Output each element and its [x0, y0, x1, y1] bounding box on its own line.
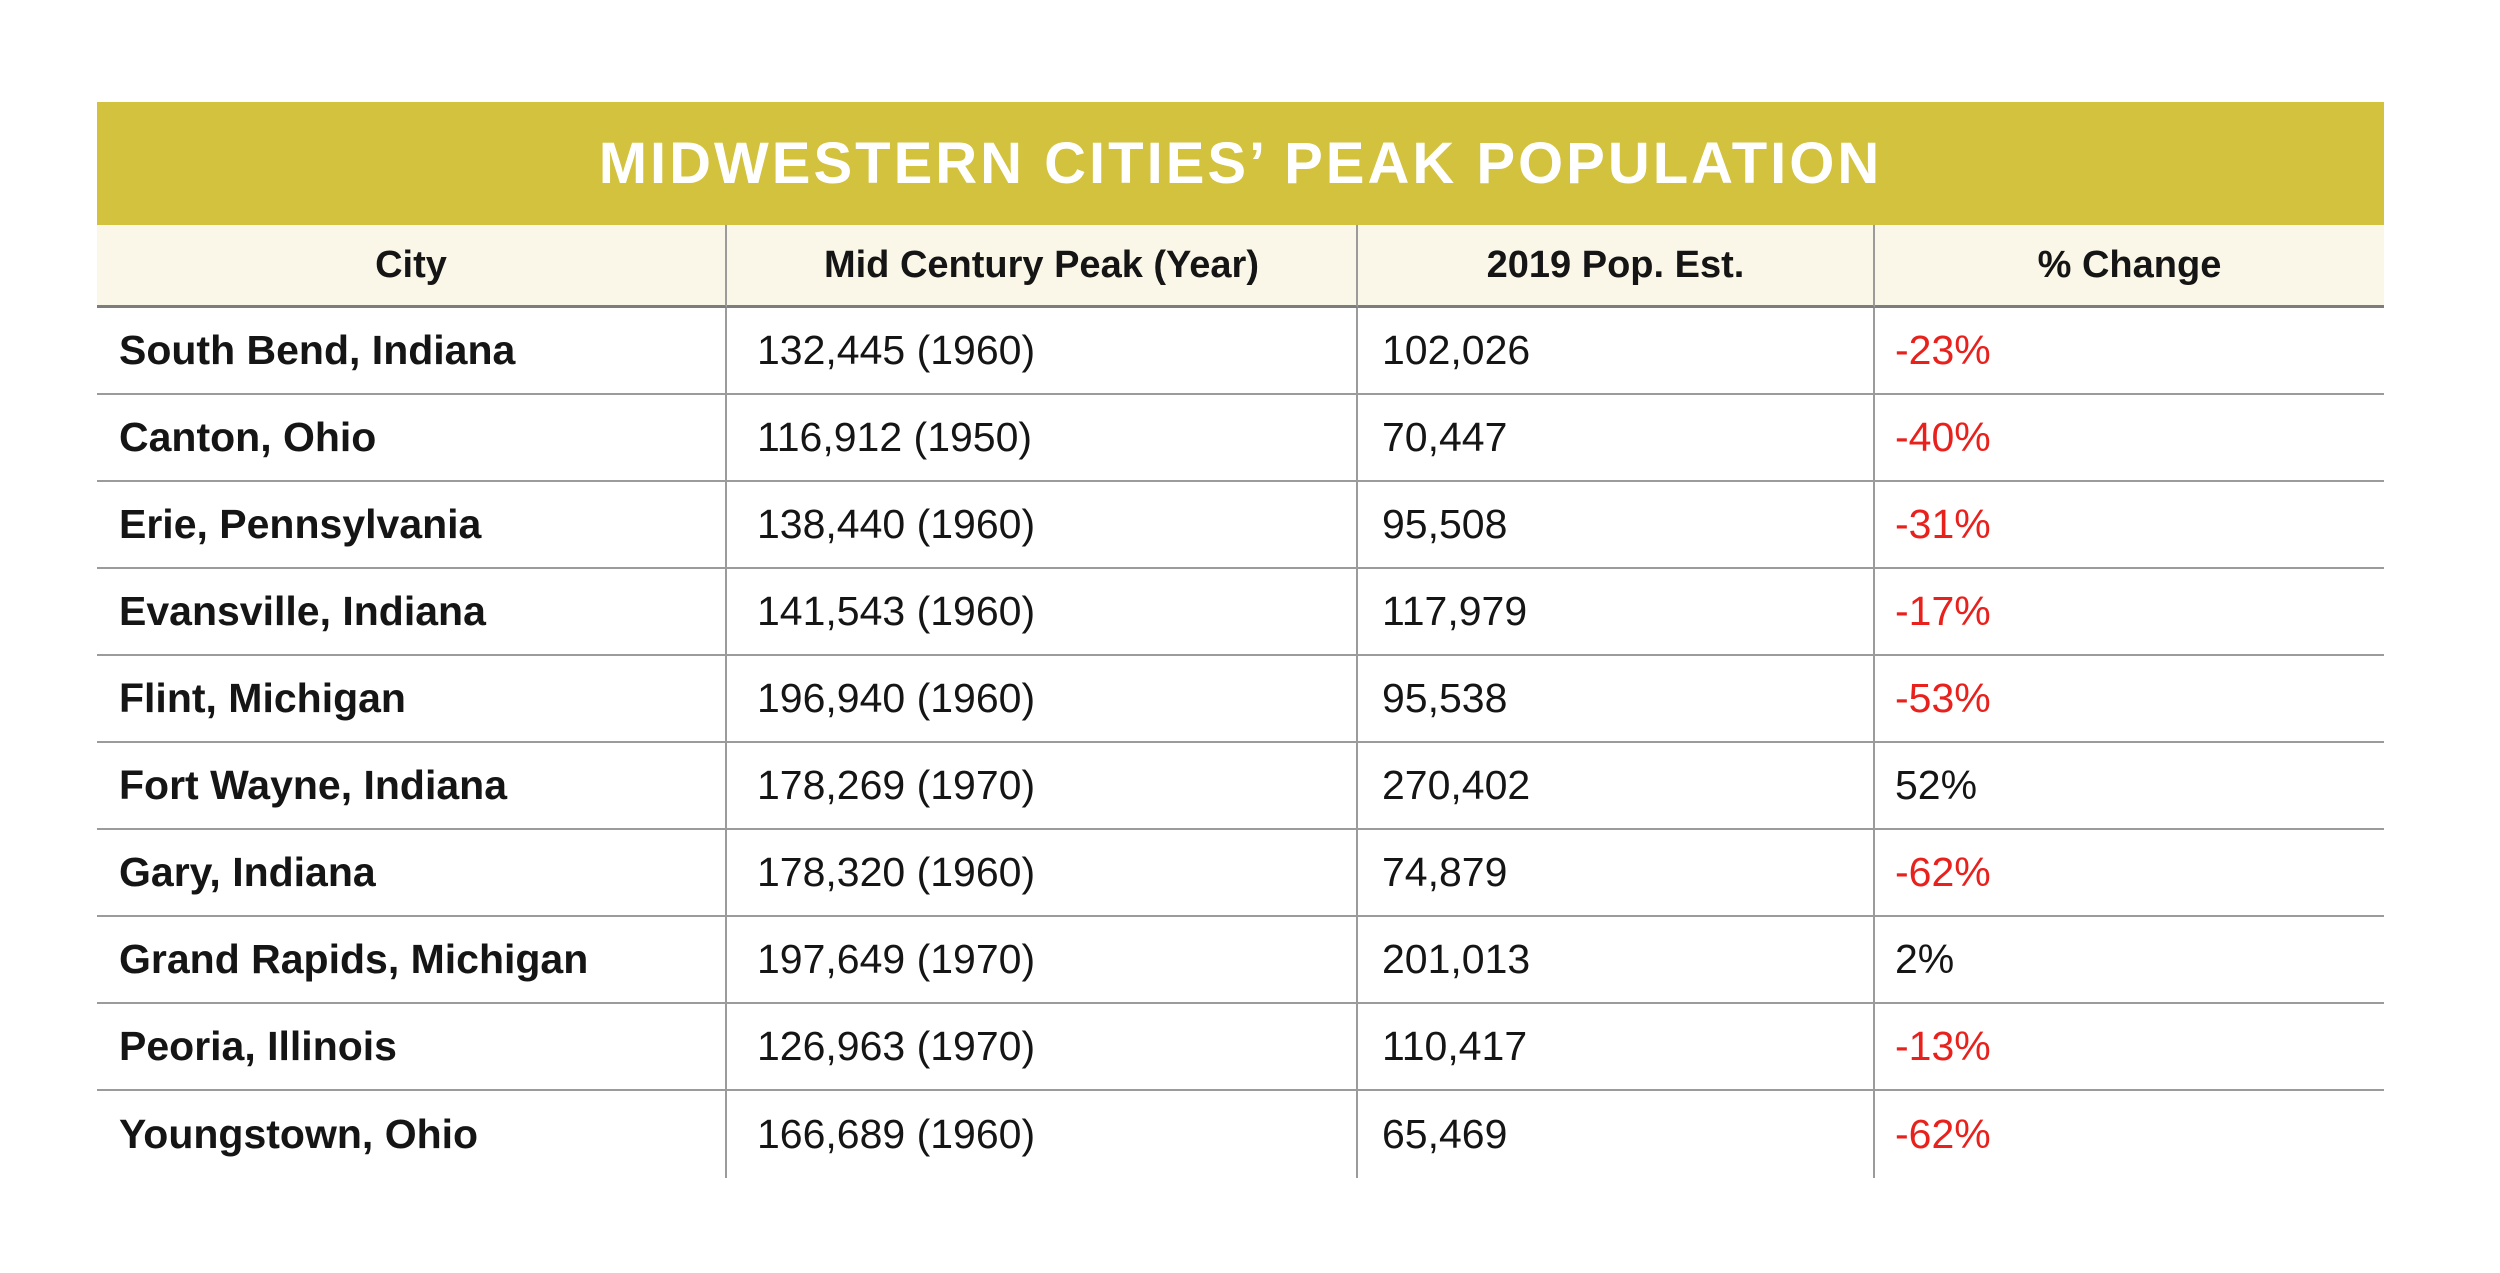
cell-city: Canton, Ohio: [97, 395, 727, 482]
column-header-peak: Mid Century Peak (Year): [727, 225, 1358, 308]
population-table: [97, 225, 2384, 1178]
column-header-city: City: [97, 225, 727, 308]
cell-city: Gary, Indiana: [97, 830, 727, 917]
cell-percent-change: -31%: [1875, 482, 2384, 569]
cell-percent-change: -17%: [1875, 569, 2384, 656]
table-title-banner: [97, 102, 2384, 225]
cell-percent-change: 2%: [1875, 917, 2384, 1004]
cell-city: Grand Rapids, Michigan: [97, 917, 727, 1004]
cell-city: South Bend, Indiana: [97, 308, 727, 395]
cell-2019-pop: 110,417: [1358, 1004, 1875, 1091]
cell-2019-pop: 95,538: [1358, 656, 1875, 743]
cell-peak: 132,445 (1960): [727, 308, 1358, 395]
cell-peak: 138,440 (1960): [727, 482, 1358, 569]
cell-peak: 197,649 (1970): [727, 917, 1358, 1004]
cell-2019-pop: 65,469: [1358, 1091, 1875, 1178]
cell-percent-change: -53%: [1875, 656, 2384, 743]
cell-city: Erie, Pennsylvania: [97, 482, 727, 569]
cell-peak: 126,963 (1970): [727, 1004, 1358, 1091]
cell-peak: 178,269 (1970): [727, 743, 1358, 830]
cell-percent-change: 52%: [1875, 743, 2384, 830]
cell-peak: 196,940 (1960): [727, 656, 1358, 743]
cell-2019-pop: 201,013: [1358, 917, 1875, 1004]
cell-city: Evansville, Indiana: [97, 569, 727, 656]
cell-peak: 166,689 (1960): [727, 1091, 1358, 1178]
cell-percent-change: -40%: [1875, 395, 2384, 482]
cell-percent-change: -62%: [1875, 830, 2384, 917]
column-header-percent-change: % Change: [1875, 225, 2384, 308]
cell-city: Flint, Michigan: [97, 656, 727, 743]
cell-peak: 178,320 (1960): [727, 830, 1358, 917]
cell-percent-change: -23%: [1875, 308, 2384, 395]
cell-2019-pop: 117,979: [1358, 569, 1875, 656]
cell-2019-pop: 270,402: [1358, 743, 1875, 830]
cell-2019-pop: 95,508: [1358, 482, 1875, 569]
cell-city: Youngstown, Ohio: [97, 1091, 727, 1178]
cell-2019-pop: 70,447: [1358, 395, 1875, 482]
cell-percent-change: -13%: [1875, 1004, 2384, 1091]
cell-peak: 141,543 (1960): [727, 569, 1358, 656]
cell-city: Peoria, Illinois: [97, 1004, 727, 1091]
population-infographic: [97, 102, 2384, 1178]
cell-city: Fort Wayne, Indiana: [97, 743, 727, 830]
cell-2019-pop: 74,879: [1358, 830, 1875, 917]
cell-percent-change: -62%: [1875, 1091, 2384, 1178]
cell-2019-pop: 102,026: [1358, 308, 1875, 395]
table-title: MIDWESTERN CITIES’ PEAK POPULATION: [598, 131, 1883, 196]
cell-peak: 116,912 (1950): [727, 395, 1358, 482]
column-header-2019-pop: 2019 Pop. Est.: [1358, 225, 1875, 308]
